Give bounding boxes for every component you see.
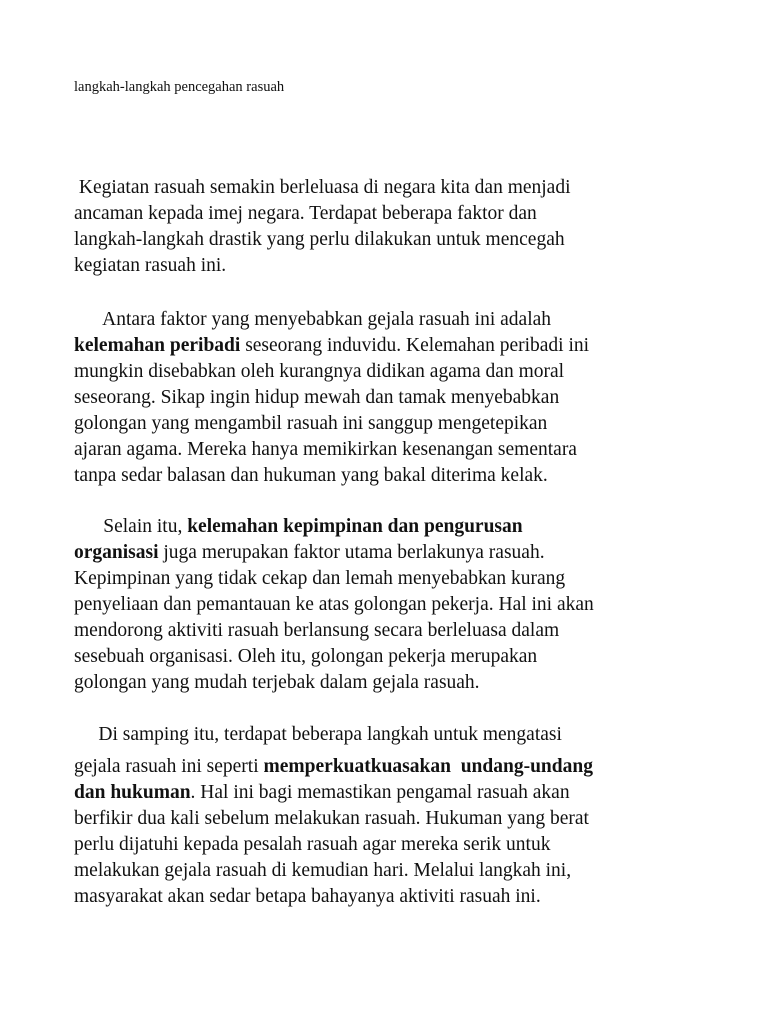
- text-segment: Kegiatan rasuah semakin berleluasa di negara kita dan menjadi: [74, 177, 571, 198]
- text-segment: Selain itu,: [74, 516, 188, 537]
- paragraph-intro: [74, 175, 724, 279]
- text-segment: mungkin disebabkan oleh kurangnya didikan agama dan moral: [74, 361, 565, 382]
- bold-phrase: kelemahan kepimpinan dan pengurusan: [187, 516, 523, 537]
- text-segment: penyeliaan dan pemantauan ke atas golongan pekerja. Hal ini akan: [74, 594, 594, 615]
- text-line: [74, 670, 724, 696]
- text-line: [74, 463, 724, 489]
- text-segment: golongan yang mengambil rasuah ini sanggup mengetepikan: [74, 413, 548, 434]
- text-line: [74, 514, 724, 540]
- text-segment: Antara faktor yang menyebabkan gejala rasuah ini adalah: [74, 309, 552, 330]
- text-line: [74, 780, 724, 806]
- text-line: [74, 540, 724, 566]
- text-line: [74, 333, 724, 359]
- text-segment: tanpa sedar balasan dan hukuman yang bakal diterima kelak.: [74, 465, 548, 486]
- text-segment: Di samping itu, terdapat beberapa langkah untuk mengatasi: [74, 724, 562, 745]
- text-line: [74, 359, 724, 385]
- text-segment: berfikir dua kali sebelum melakukan rasuah. Hukuman yang berat: [74, 808, 589, 829]
- text-line: [74, 644, 724, 670]
- text-segment: ajaran agama. Mereka hanya memikirkan kesenangan sementara: [74, 439, 577, 460]
- bold-phrase: dan hukuman: [74, 782, 191, 803]
- text-line: [74, 437, 724, 463]
- text-line: [74, 566, 724, 592]
- text-line: [74, 227, 724, 253]
- text-line: [74, 884, 724, 910]
- paragraph-law-enforcement: [74, 722, 724, 910]
- text-line: [74, 722, 724, 748]
- text-line: [74, 618, 724, 644]
- text-line: [74, 754, 724, 780]
- text-segment: seseorang. Sikap ingin hidup mewah dan tamak menyebabkan: [74, 387, 560, 408]
- text-segment: seseorang induvidu. Kelemahan peribadi ini: [240, 335, 590, 356]
- text-line: [74, 175, 724, 201]
- text-line: [74, 592, 724, 618]
- text-segment: golongan yang mudah terjebak dalam gejala rasuah.: [74, 672, 480, 693]
- text-segment: masyarakat akan sedar betapa bahayanya aktiviti rasuah ini.: [74, 886, 541, 907]
- text-segment: juga merupakan faktor utama berlakunya rasuah.: [158, 542, 545, 563]
- text-segment: perlu dijatuhi kepada pesalah rasuah agar mereka serik untuk: [74, 834, 551, 855]
- text-segment: gejala rasuah ini seperti: [74, 756, 264, 777]
- bold-phrase: kelemahan peribadi: [74, 335, 241, 356]
- bold-phrase: memperkuatkuasakan undang-undang: [263, 756, 593, 777]
- text-line: [74, 858, 724, 884]
- paragraph-personal-weakness: [74, 307, 724, 489]
- text-line: [74, 385, 724, 411]
- paragraph-leadership-weakness: [74, 514, 724, 696]
- text-segment: . Hal ini bagi memastikan pengamal rasuah akan: [190, 782, 570, 803]
- text-segment: kegiatan rasuah ini.: [74, 255, 227, 276]
- text-line: [74, 832, 724, 858]
- text-segment: melakukan gejala rasuah di kemudian hari. Melalui langkah ini,: [74, 860, 572, 881]
- bold-phrase: organisasi: [74, 542, 159, 563]
- text-segment: mendorong aktiviti rasuah berlansung secara berleluasa dalam: [74, 620, 560, 641]
- text-line: [74, 307, 724, 333]
- text-segment: Kepimpinan yang tidak cekap dan lemah menyebabkan kurang: [74, 568, 566, 589]
- document-title: langkah-langkah pencegahan rasuah: [74, 79, 285, 95]
- text-segment: langkah-langkah drastik yang perlu dilakukan untuk mencegah: [74, 229, 565, 250]
- text-line: [74, 806, 724, 832]
- text-segment: ancaman kepada imej negara. Terdapat beberapa faktor dan: [74, 203, 537, 224]
- text-line: [74, 411, 724, 437]
- text-line: [74, 253, 724, 279]
- text-segment: sesebuah organisasi. Oleh itu, golongan pekerja merupakan: [74, 646, 538, 667]
- text-line: [74, 201, 724, 227]
